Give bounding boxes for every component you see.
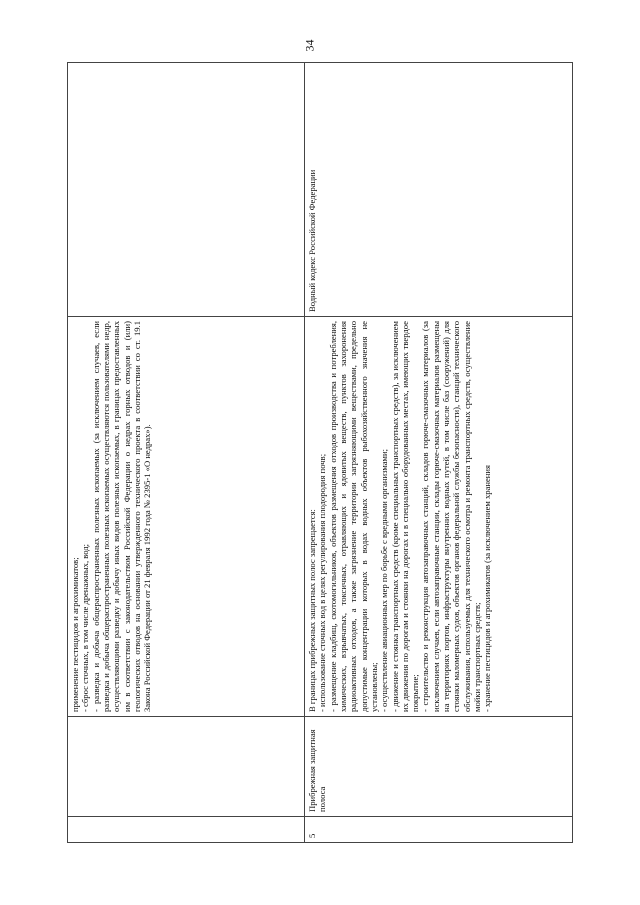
restriction-item: - размещение кладбищ, скотомогильников, объектов размещения отходов производства и потребления, химических, взрывчатых, токсичных, отравляющих и ядовитых веществ, пунктов захоронения радиоактивных отходов, а также загрязнение территории загрязняющими веществами, предельно допустимые концентрации которых в водах водных объектов рыбохозяйственного значения не установлены;	[327, 320, 379, 712]
row-number-cell: 5	[305, 816, 573, 842]
restrictions-cell	[305, 316, 573, 716]
zone-name-cell	[68, 716, 305, 816]
restriction-item: - хранение пестицидов и агрохимикатов (за исключением хранения	[482, 464, 493, 712]
restriction-item: - движение и стоянка транспортных средств (кроме специальных транспортных средств), за исключением их движения по дорогам и стоянки на дорогах и в специально оборудованных местах, имеющих твердое покрытие;	[389, 320, 421, 712]
zone-name-cell: Прибрежная защитная полоса	[305, 716, 573, 816]
restriction-item: применение пестицидов и агрохимикатов;	[70, 556, 80, 712]
rotated-page-content	[67, 63, 573, 843]
restrictions-cell	[68, 316, 305, 716]
table-row	[305, 62, 573, 842]
page-number: 34	[302, 39, 317, 52]
law-reference: Водный кодекс Российской Федерации	[307, 169, 317, 312]
restriction-item: - строительство и реконструкция автозаправочных станций, складов горюче-смазочных материалов (за исключением случаев, если автозаправочные станции, склады горюче-смазочных материалов размещены на территориях портов, инфраструктуры внутренних водных путей, в том числе баз (сооружений) для стоянки маломерных судов, объектов органов федеральной службы безопасности), станций технического обслуживания, используемых для технического осмотра и ремонта транспортных средств, осуществление мойки транспортных средств;	[420, 320, 482, 712]
restriction-item: - разведка и добыча общераспространенных полезных ископаемых (за исключением случаев, если разведка и добыча общераспространенных полезных ископаемых осуществляются пользователями недр, осуществляющими разведку и добычу иных видов полезных ископаемых, в границах предоставленных им в соответствии с законодательством Российской Федерации о недрах горных отводов и (или) геологических отводов на основании утвержденного технического проекта в соответствии со ст. 19.1 Закона Российской Федерации от 21 февраля 1992 года № 2395-1 «О недрах»).	[90, 320, 153, 712]
restriction-item: - использование сточных вод в целях регулирования плодородия почв;	[317, 453, 328, 712]
restriction-item: - осуществление авиационных мер по борьбе с вредными организмами;	[379, 448, 390, 712]
law-cell	[305, 62, 573, 316]
table-row	[68, 62, 305, 842]
row-number-cell	[68, 816, 305, 842]
law-cell	[68, 62, 305, 316]
restriction-item: - сброс сточных, в том числе дренажных, вод;	[80, 543, 91, 712]
restrictions-table	[67, 62, 573, 843]
restriction-item: В границах прибрежных защитных полос запрещается:	[307, 508, 317, 712]
